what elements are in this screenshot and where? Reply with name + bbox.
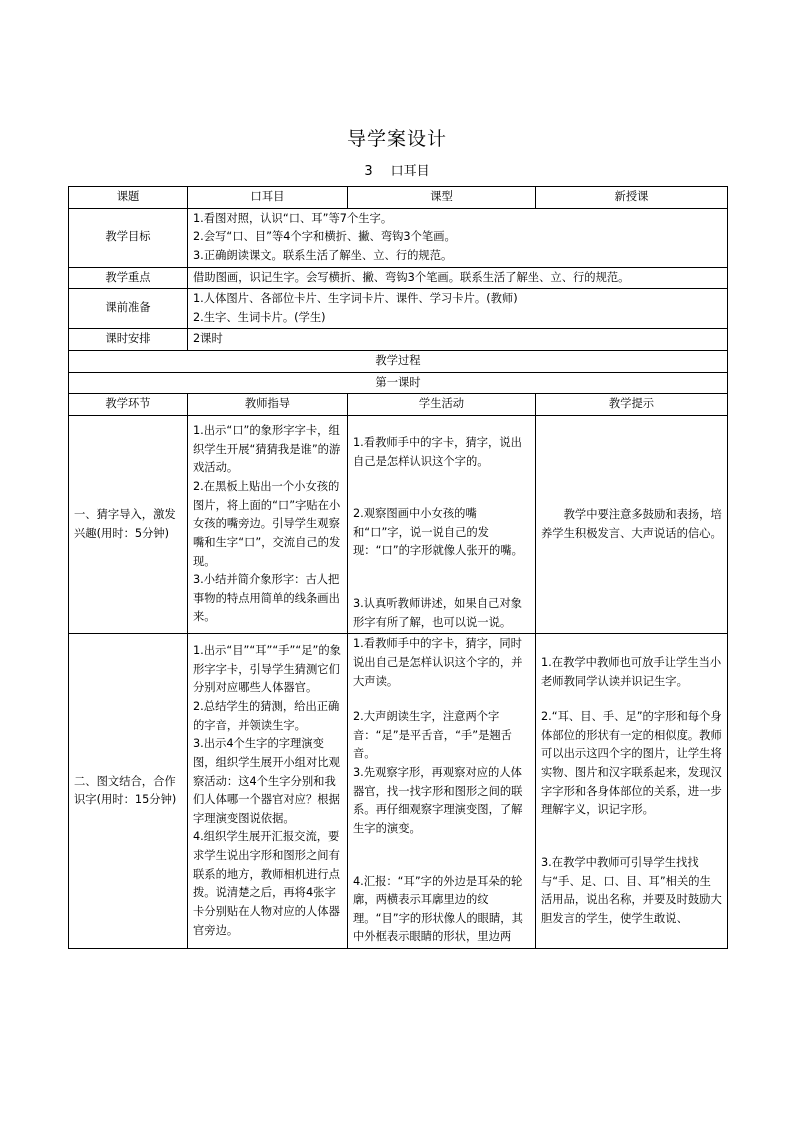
teacher-step: 2.在黑板上贴出一个小女孩的图片，将上面的“口”字贴在小女孩的嘴旁边。引导学生观察嘴和生字“口”，交流自己的发现。 [193,480,341,568]
student-step: 3.认真听教师讲述，如果自己对象形字有所了解，也可以说一说。 [353,597,522,629]
prep-item: 2.生字、生词卡片。(学生) [193,310,326,324]
student-step: 3.先观察字形，再观察对应的人体器官，找一找字形和图形之间的联系。再仔细观察字理演变图，了解生字的演变。 [353,766,523,835]
col-teacher: 教师指导 [188,394,348,416]
col-student: 学生活动 [348,394,536,416]
key-row [69,267,728,289]
hours-row [69,329,728,351]
goals-row [69,208,728,267]
teacher-step: 2.总结学生的猜测，给出正确的字音，并领读生字。 [193,700,340,732]
key-label: 教学重点 [69,267,188,289]
stage-name: 一、猜字导入，激发兴趣(用时：5分钟) [69,415,188,633]
teacher-step: 1.出示“口”的象形字字卡，组织学生开展“猜猜我是谁”的游戏活动。 [193,424,341,475]
header-row [69,187,728,209]
tips-cell [536,634,728,949]
lesson-plan-table [68,186,728,949]
tip-item: 3.在教学中教师可引导学生找找与“手、足、口、目、耳”相关的生活用品，说出名称，并要及时鼓励大胆发言的学生，使学生敢说、 [541,855,722,925]
student-step: 2.大声朗读生字，注意两个字音：“足”是平舌音，“手”是翘舌音。 [353,710,512,761]
stage-row-2 [69,634,728,949]
col-stage: 教学环节 [69,394,188,416]
teacher-step: 1.出示“目”“耳”“手”“足”的象形字字卡，引导学生猜测它们分别对应哪些人体器官。 [193,644,341,695]
student-cell [348,634,536,949]
topic-value: 口耳目 [188,187,348,209]
tips-cell: 教学中要注意多鼓励和表扬，培养学生积极发言、大声说话的信心。 [536,415,728,633]
period-title: 第一课时 [69,372,728,394]
goals-cell [188,208,728,267]
period-row [69,372,728,394]
hours-value: 2课时 [188,329,728,351]
process-title: 教学过程 [69,351,728,373]
student-step: 1.看教师手中的字卡，猜字，同时说出自己是怎样认识这个字的，并大声读。 [353,637,523,688]
process-title-row [69,351,728,373]
student-step: 1.看教师手中的字卡，猜字，说出自己是怎样认识这个字的。 [353,435,522,468]
prep-row [69,289,728,329]
stage-name: 二、图文结合，合作识字(用时：15分钟) [69,634,188,949]
goals-label: 教学目标 [69,208,188,267]
lesson-number: 3 [364,164,373,179]
goal-item: 2.会写“口、目”等4个字和横折、撇、弯钩3个笔画。 [193,230,456,244]
page-title: 导学案设计 [346,128,447,150]
type-value: 新授课 [536,187,728,209]
tip-item: 1.在教学中教师也可放手让学生当小老师教同学认读并识记生字。 [541,655,722,688]
process-header-row [69,394,728,416]
prep-label: 课前准备 [69,289,188,329]
teacher-step: 4.组织学生展开汇报交流，要求学生说出字形和图形之间有联系的地方，教师相机进行点拨。说清楚之后，再将4张字卡分别贴在人物对应的人体器官旁边。 [193,830,340,937]
lesson-name: 口耳目 [390,164,430,179]
stage-row-1 [69,415,728,633]
goal-item: 3.正确朗读课文。联系生活了解坐、立、行的规范。 [193,248,453,262]
hours-label: 课时安排 [69,329,188,351]
topic-label: 课题 [69,187,188,209]
student-step: 2.观察图画中小女孩的嘴和“口”字，说一说自己的发现：“口”的字形就像人张开的嘴。 [353,507,523,558]
prep-item: 1.人体图片、各部位卡片、生字词卡片、课件、学习卡片。(教师) [193,292,518,306]
type-label: 课型 [348,187,536,209]
student-step: 4.汇报：“耳”字的外边是耳朵的轮廓，两横表示耳廓里边的纹理。“目”字的形状像人的眼睛，其中外框表示眼睛的形状，里边两 [353,874,523,944]
lesson-subtitle [0,160,794,179]
col-tips: 教学提示 [536,394,728,416]
teacher-cell [188,415,348,633]
teacher-step: 3.出示4个生字的字理演变图，组织学生展开小组对比观察活动：这4个生字分别和我们人体哪一个器官对应？根据字理演变图说依据。 [193,737,340,825]
goal-item: 1.看图对照，认识“口、耳”等7个生字。 [193,211,393,225]
teacher-cell [188,634,348,949]
tip-item: 2.“耳、目、手、足”的字形和每个身体部位的形状有一定的相似度。教师可以出示这四个字的图片，让学生将实物、图片和汉字联系起来，发现汉字字形和各身体部位的关系，进一步理解字义，识记字形。 [541,710,722,817]
student-cell [348,415,536,633]
prep-cell [188,289,728,329]
key-value: 借助图画，识记生字。会写横折、撇、弯钩3个笔画。联系生活了解坐、立、行的规范。 [188,267,728,289]
teacher-step: 3.小结并简介象形字：古人把事物的特点用简单的线条画出来。 [193,573,340,624]
